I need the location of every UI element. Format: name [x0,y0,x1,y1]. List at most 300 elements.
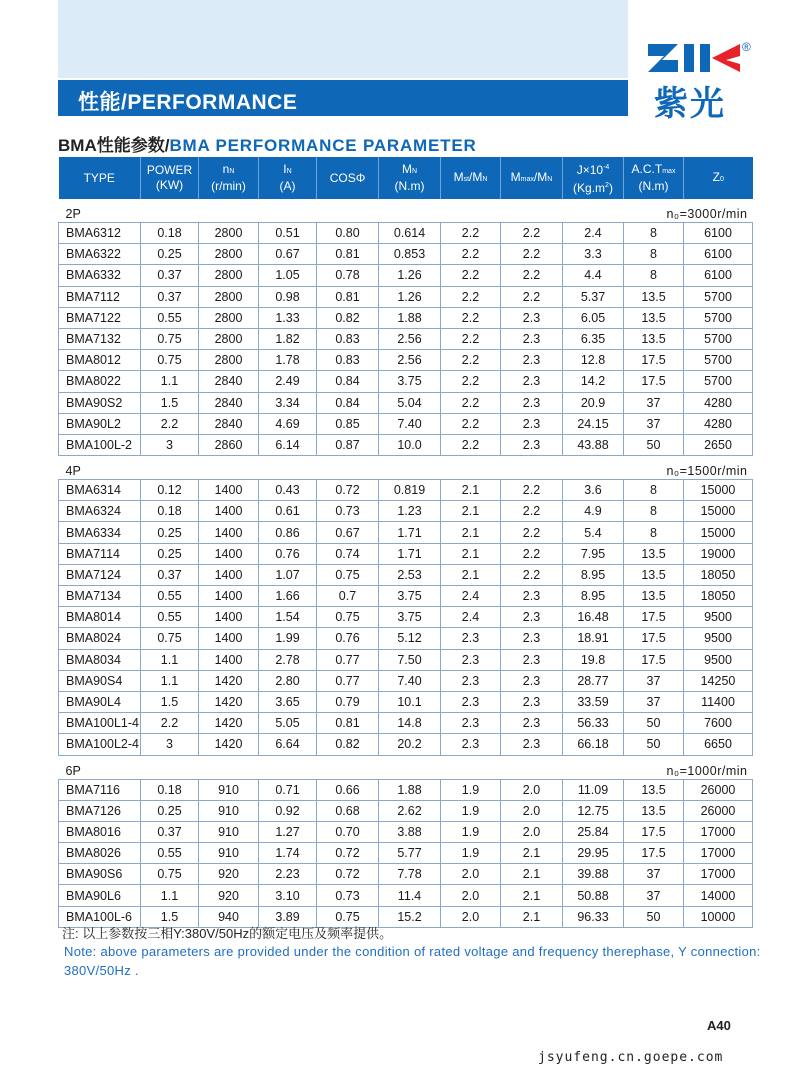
value-cell: 13.5 [624,328,684,349]
value-cell: 910 [199,779,259,800]
header-line-1: $J\times 10^{-4}$ [576,163,610,177]
value-cell: 11.09 [563,779,624,800]
value-cell: 0.43 [259,480,317,501]
value-cell: 2.2 [501,543,563,564]
table-row [59,328,753,349]
value-cell: 0.61 [259,501,317,522]
motor-type-cell: BMA8016 [59,821,141,842]
value-cell: 1.78 [259,350,317,371]
value-cell: 10.1 [379,691,441,712]
value-cell: 5.05 [259,713,317,734]
header-line-2: (A) [279,179,296,193]
value-cell: 0.55 [141,843,199,864]
value-cell: 2.2 [501,522,563,543]
value-cell: 18050 [684,564,753,585]
value-cell: 14.2 [563,371,624,392]
value-cell: 2.3 [501,713,563,734]
table-row [59,501,753,522]
value-cell: 11400 [684,691,753,712]
value-cell: 43.88 [563,434,624,455]
value-cell: 8 [624,244,684,265]
header-line-2: Z0 [712,169,724,184]
motor-type-cell: BMA8014 [59,607,141,628]
value-cell: 0.67 [259,244,317,265]
value-cell: 9500 [684,607,753,628]
value-cell: 1400 [199,480,259,501]
value-cell: 0.71 [259,779,317,800]
pole-group-label: 4P [65,464,81,479]
table-row [59,821,753,842]
value-cell: 13.5 [624,779,684,800]
value-cell: 920 [199,885,259,906]
value-cell: 0.12 [141,480,199,501]
value-cell: 1420 [199,691,259,712]
value-cell: 2.1 [501,885,563,906]
header-line-2: TYPE [83,170,115,185]
value-cell: 37 [624,691,684,712]
value-cell: 2.0 [501,779,563,800]
value-cell: 0.853 [379,244,441,265]
value-cell: 2.3 [501,434,563,455]
value-cell: 2.3 [501,350,563,371]
value-cell: 0.84 [317,371,379,392]
value-cell: 0.80 [317,223,379,244]
value-cell: 0.67 [317,522,379,543]
header-line-2: Mmax/MN [510,169,553,184]
value-cell: 2650 [684,434,753,455]
value-cell: 2.1 [501,864,563,885]
value-cell: 25.84 [563,821,624,842]
table-row [59,843,753,864]
motor-type-cell: BMA6334 [59,522,141,543]
value-cell: 1.23 [379,501,441,522]
value-cell: 2.3 [501,628,563,649]
value-cell: 1.9 [441,800,501,821]
value-cell: 17.5 [624,628,684,649]
motor-type-cell: BMA7116 [59,779,141,800]
header-line-1: IN [283,162,292,176]
table-row [59,586,753,607]
value-cell: 2.4 [441,586,501,607]
value-cell: 50 [624,713,684,734]
table-row [59,564,753,585]
table-row [59,480,753,501]
column-header [141,157,199,199]
value-cell: 0.81 [317,244,379,265]
value-cell: 2.2 [441,371,501,392]
value-cell: 0.79 [317,691,379,712]
value-cell: 2.2 [141,413,199,434]
table-body [59,199,753,927]
value-cell: 2.2 [501,501,563,522]
value-cell: 0.75 [141,628,199,649]
value-cell: 1400 [199,649,259,670]
value-cell: 2.4 [563,223,624,244]
value-cell: 26000 [684,800,753,821]
value-cell: 8.95 [563,586,624,607]
value-cell: 13.5 [624,543,684,564]
value-cell: 4.69 [259,413,317,434]
value-cell: 2800 [199,223,259,244]
value-cell: 2.2 [441,265,501,286]
value-cell: 0.819 [379,480,441,501]
value-cell: 20.2 [379,734,441,755]
value-cell: 3.89 [259,906,317,927]
note-english: Note: above parameters are provided under the condition of rated voltage and frequency therephase, Y connection: 380V/50Hz . [64,944,761,978]
value-cell: 2800 [199,328,259,349]
subtitle-en: BMA PERFORMANCE PARAMETER [169,136,477,155]
value-cell: 0.82 [317,734,379,755]
value-cell: 2.3 [501,649,563,670]
value-cell: 1.1 [141,649,199,670]
table-row [59,223,753,244]
value-cell: 2.0 [501,800,563,821]
column-header [379,157,441,199]
group-header-row [59,199,753,223]
value-cell: 5.12 [379,628,441,649]
value-cell: 2.78 [259,649,317,670]
motor-type-cell: BMA90L6 [59,885,141,906]
value-cell: 0.51 [259,223,317,244]
value-cell: 2.2 [501,265,563,286]
column-header [684,157,753,199]
value-cell: 2.2 [501,223,563,244]
table-row [59,734,753,755]
header-band [58,0,628,78]
value-cell: 7600 [684,713,753,734]
motor-type-cell: BMA7124 [59,564,141,585]
value-cell: 8 [624,501,684,522]
value-cell: 17000 [684,821,753,842]
value-cell: 2.2 [501,244,563,265]
value-cell: 0.55 [141,607,199,628]
value-cell: 2.2 [441,223,501,244]
value-cell: 0.73 [317,885,379,906]
motor-type-cell: BMA7122 [59,307,141,328]
value-cell: 2.1 [441,522,501,543]
header-line-2: (KW) [155,178,184,192]
value-cell: 6.05 [563,307,624,328]
registered-mark: ® [742,40,751,54]
value-cell: 0.77 [317,649,379,670]
value-cell: 1.07 [259,564,317,585]
value-cell: 1.5 [141,691,199,712]
value-cell: 5.04 [379,392,441,413]
value-cell: 8 [624,265,684,286]
motor-type-cell: BMA6332 [59,265,141,286]
value-cell: 0.25 [141,522,199,543]
motor-type-cell: BMA90S2 [59,392,141,413]
value-cell: 14.8 [379,713,441,734]
value-cell: 2.2 [441,286,501,307]
value-cell: 17.5 [624,843,684,864]
value-cell: 5700 [684,328,753,349]
value-cell: 3.75 [379,586,441,607]
value-cell: 0.76 [259,543,317,564]
value-cell: 0.98 [259,286,317,307]
motor-type-cell: BMA6314 [59,480,141,501]
column-header [199,157,259,199]
value-cell: 2840 [199,413,259,434]
value-cell: 3.34 [259,392,317,413]
value-cell: 9500 [684,628,753,649]
value-cell: 14250 [684,670,753,691]
value-cell: 0.18 [141,501,199,522]
value-cell: 0.75 [317,607,379,628]
value-cell: 2.0 [501,821,563,842]
value-cell: 8 [624,480,684,501]
header-script: -4 [603,164,610,171]
value-cell: 3.65 [259,691,317,712]
table-row [59,628,753,649]
value-cell: 2800 [199,350,259,371]
value-cell: 2.2 [441,244,501,265]
header-line-2: (N.m) [638,179,669,193]
value-cell: 14000 [684,885,753,906]
value-cell: 1.9 [441,779,501,800]
value-cell: 7.95 [563,543,624,564]
value-cell: 1.1 [141,371,199,392]
value-cell: 1.1 [141,670,199,691]
header-script: N [286,168,292,175]
value-cell: 17.5 [624,371,684,392]
value-cell: 6100 [684,265,753,286]
value-cell: 0.81 [317,286,379,307]
header-line-2: $(Kg.m^2)$ [573,181,613,195]
value-cell: 1.33 [259,307,317,328]
value-cell: 0.75 [141,328,199,349]
value-cell: 13.5 [624,800,684,821]
header-line-2: (r/min) [211,179,246,193]
table-row [59,286,753,307]
motor-type-cell: BMA6312 [59,223,141,244]
value-cell: 39.88 [563,864,624,885]
motor-type-cell: BMA100L-2 [59,434,141,455]
page-number: A40 [707,1018,731,1033]
table-row [59,779,753,800]
value-cell: 2.2 [141,713,199,734]
value-cell: 50 [624,734,684,755]
value-cell: 5.37 [563,286,624,307]
value-cell: 6.14 [259,434,317,455]
value-cell: 10.0 [379,434,441,455]
value-cell: 2.2 [441,328,501,349]
value-cell: 0.85 [317,413,379,434]
value-cell: 2.1 [441,501,501,522]
value-cell: 2.3 [441,734,501,755]
value-cell: 5700 [684,286,753,307]
value-cell: 13.5 [624,307,684,328]
value-cell: 13.5 [624,586,684,607]
value-cell: 2.3 [501,586,563,607]
value-cell: 3.6 [563,480,624,501]
value-cell: 20.9 [563,392,624,413]
value-cell: 2.1 [501,843,563,864]
value-cell: 940 [199,906,259,927]
value-cell: 15000 [684,501,753,522]
website-url: jsyufeng.cn.goepe.com [538,1050,724,1065]
value-cell: 0.18 [141,223,199,244]
motor-type-cell: BMA8022 [59,371,141,392]
table-row [59,434,753,455]
value-cell: 3 [141,434,199,455]
motor-type-cell: BMA90L2 [59,413,141,434]
section-title: 性能/PERFORMANCE [78,91,298,114]
value-cell: 37 [624,413,684,434]
value-cell: 0.74 [317,543,379,564]
value-cell: 2.49 [259,371,317,392]
motor-type-cell: BMA90L4 [59,691,141,712]
value-cell: 0.75 [317,906,379,927]
value-cell: 11.4 [379,885,441,906]
value-cell: 2.3 [501,392,563,413]
motor-type-cell: BMA100L2-4 [59,734,141,755]
value-cell: 0.7 [317,586,379,607]
value-cell: 910 [199,800,259,821]
value-cell: 17000 [684,843,753,864]
value-cell: 18.91 [563,628,624,649]
value-cell: 17.5 [624,649,684,670]
value-cell: 910 [199,821,259,842]
value-cell: 2.23 [259,864,317,885]
header-script: max [662,168,676,175]
value-cell: 5700 [684,350,753,371]
value-cell: 2.56 [379,328,441,349]
value-cell: 18050 [684,586,753,607]
value-cell: 17.5 [624,350,684,371]
value-cell: 1400 [199,628,259,649]
value-cell: 2.2 [441,350,501,371]
value-cell: 0.84 [317,392,379,413]
table-row [59,307,753,328]
synchronous-speed: n₀=1500r/min [666,464,748,479]
value-cell: 6100 [684,244,753,265]
value-cell: 1400 [199,543,259,564]
header-line-2: (N.m) [394,179,425,193]
header-script: 0 [719,175,724,183]
value-cell: 1400 [199,522,259,543]
value-cell: 0.68 [317,800,379,821]
value-cell: 19000 [684,543,753,564]
value-cell: 1420 [199,734,259,755]
value-cell: 9500 [684,649,753,670]
value-cell: 24.15 [563,413,624,434]
motor-type-cell: BMA7112 [59,286,141,307]
value-cell: 1.5 [141,392,199,413]
value-cell: 15.2 [379,906,441,927]
value-cell: 1400 [199,586,259,607]
value-cell: 3 [141,734,199,755]
motor-type-cell: BMA100L-6 [59,906,141,927]
header-script: st [463,175,470,183]
value-cell: 2.53 [379,564,441,585]
value-cell: 2.3 [501,734,563,755]
value-cell: 0.37 [141,564,199,585]
value-cell: 7.40 [379,413,441,434]
value-cell: 3.3 [563,244,624,265]
value-cell: 1.26 [379,265,441,286]
pole-group-label: 6P [65,763,81,778]
motor-type-cell: BMA90S4 [59,670,141,691]
value-cell: 33.59 [563,691,624,712]
logo-mark-icon [648,42,744,74]
value-cell: 3.75 [379,371,441,392]
value-cell: 2.3 [501,670,563,691]
value-cell: 1.74 [259,843,317,864]
value-cell: 0.81 [317,713,379,734]
value-cell: 0.18 [141,779,199,800]
header-line-2: Mst/MN [453,169,488,184]
value-cell: 37 [624,885,684,906]
column-header [59,157,141,199]
value-cell: 2.3 [441,670,501,691]
value-cell: 50 [624,906,684,927]
value-cell: 0.75 [317,564,379,585]
column-header [441,157,501,199]
value-cell: 2.2 [501,286,563,307]
value-cell: 2.3 [441,691,501,712]
value-cell: 0.70 [317,821,379,842]
performance-table [58,157,753,928]
value-cell: 2.3 [501,691,563,712]
header-script: N [229,168,235,175]
value-cell: 12.75 [563,800,624,821]
value-cell: 1.54 [259,607,317,628]
brand-logo [648,42,758,122]
column-header [259,157,317,199]
motor-type-cell: BMA100L1-4 [59,713,141,734]
table-row [59,265,753,286]
header-script: N [482,175,488,183]
value-cell: 6.35 [563,328,624,349]
value-cell: 0.72 [317,480,379,501]
value-cell: 19.8 [563,649,624,670]
table-row [59,713,753,734]
table-row [59,649,753,670]
value-cell: 2800 [199,244,259,265]
value-cell: 8.95 [563,564,624,585]
value-cell: 1400 [199,607,259,628]
header-script: N [411,168,418,175]
value-cell: 2.2 [441,413,501,434]
value-cell: 5700 [684,307,753,328]
motor-type-cell: BMA7126 [59,800,141,821]
value-cell: 2.3 [501,307,563,328]
value-cell: 0.37 [141,265,199,286]
value-cell: 2.1 [441,564,501,585]
value-cell: 0.55 [141,307,199,328]
header-line-1: MN [401,162,418,176]
value-cell: 8 [624,522,684,543]
value-cell: 2860 [199,434,259,455]
value-cell: 2800 [199,307,259,328]
header-script: max [520,175,534,183]
table-header-row [59,157,753,199]
value-cell: 6650 [684,734,753,755]
value-cell: 1420 [199,670,259,691]
table-row [59,885,753,906]
value-cell: 2.62 [379,800,441,821]
value-cell: 66.18 [563,734,624,755]
section-title-bar [58,80,628,116]
value-cell: 2.3 [501,607,563,628]
value-cell: 2.3 [441,713,501,734]
column-header [563,157,624,199]
motor-type-cell: BMA7114 [59,543,141,564]
value-cell: 50 [624,434,684,455]
value-cell: 13.5 [624,564,684,585]
pole-group-label: 2P [65,207,81,221]
